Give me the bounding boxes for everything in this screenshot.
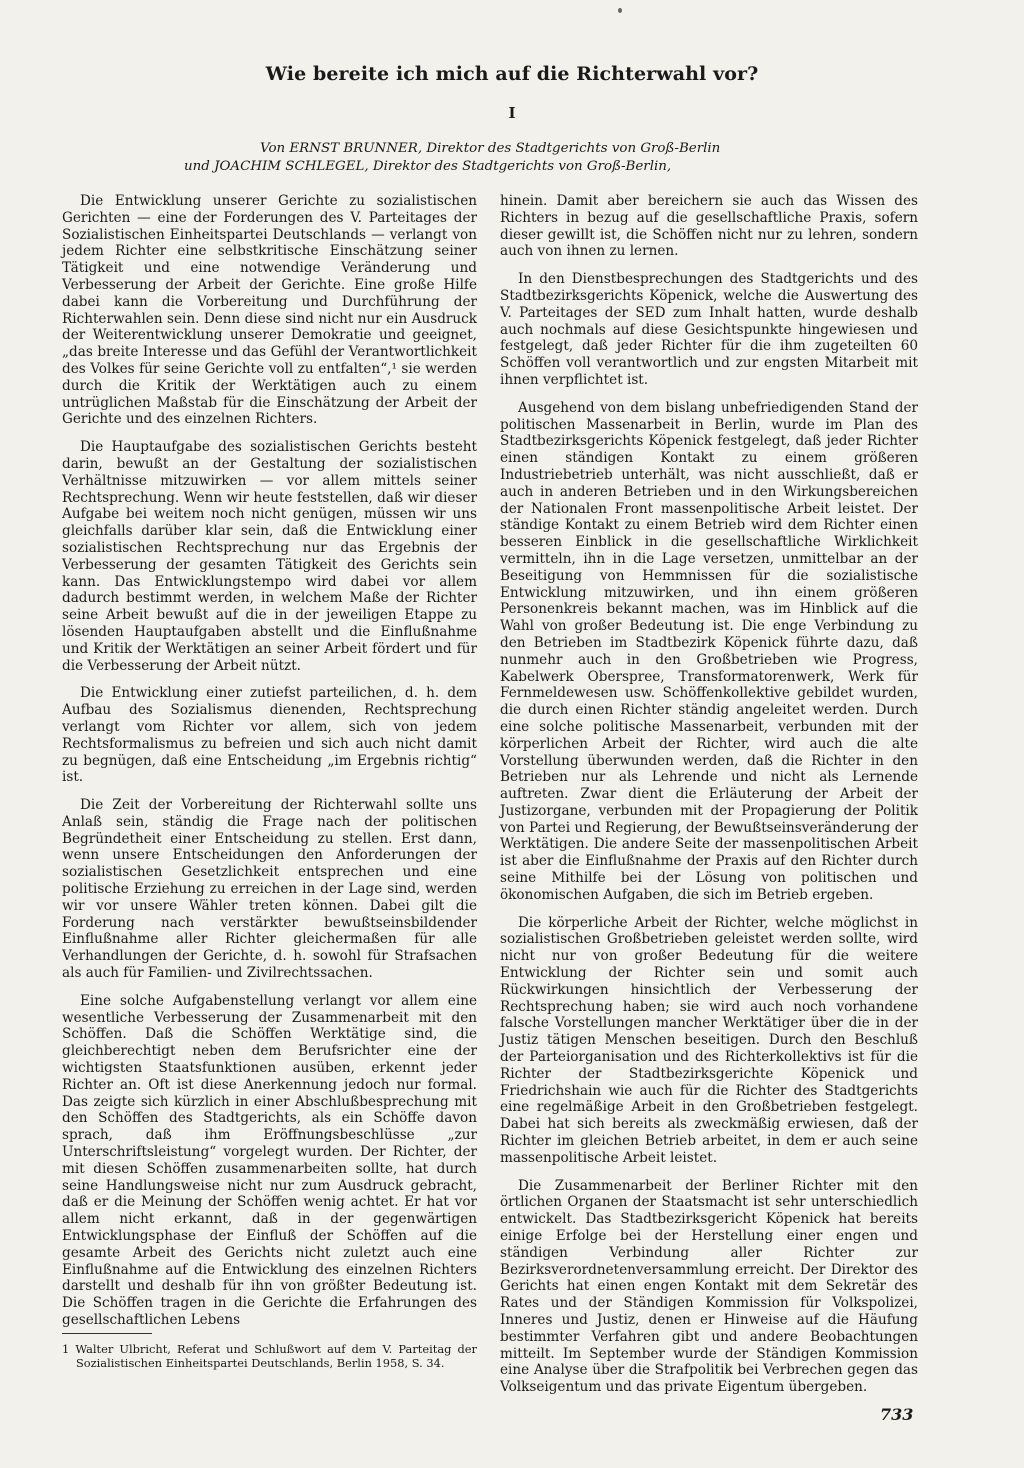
paragraph: Die Entwicklung unserer Gerichte zu sozialistischen Gerichten — eine der Forderungen des V. Parteitages der Sozialistischen Einheitspartei Deutschlands — verlangt von jedem Richter eine selbstkritische Einschätzung seiner Tätigkeit und eine notwendige Veränderung und Verbesserung der Arbeit der Gerichte. Eine große Hilfe dabei kann die Vorbereitung und Durchführung der Richterwahlen sein. Denn diese sind nicht nur ein Ausdruck der Weiterentwicklung unserer Demokratie und geeignet, „das breite Interesse und das Gefühl der Verantwortlichkeit des Volkes für seine Gerichte voll zu entfalten“,¹ sie werden durch die Kritik der Werktätigen auch zu einem untrüglichen Maßstab für die Einschätzung der Arbeit der Gerichte und des einzelnen Richters. xyxy=(62,193,477,428)
paragraph: Ausgehend von dem bislang unbefriedigenden Stand der politischen Massenarbeit in Berlin, wurde im Plan des Stadtbezirksgerichts Köpenick festgelegt, daß jeder Richter einen ständigen Kontakt zu einem größeren Industriebetrieb unterhält, was nicht ausschließt, daß er auch in anderen Betrieben und in den Wirkungsbereichen der Nationalen Front massenpolitische Arbeit leistet. Der ständige Kontakt zu einem Betrieb wird dem Richter einen besseren Einblick in die gesellschaftliche Wirklichkeit vermitteln, ihn in die Lage versetzen, unmittelbar an der Beseitigung von Hemmnissen für die sozialistische Entwicklung mitzuwirken, und ihn einem größeren Personenkreis bekannt machen, was im Hinblick auf die Wahl von großer Bedeutung ist. Die enge Verbindung zu den Betrieben im Stadtbezirk Köpenick führte dazu, daß nunmehr auch in den Großbetrieben wie Progress, Kabelwerk Oberspree, Transformatorenwerk, Werk für Fernmeldewesen usw. Schöffenkollektive gebildet wurden, die durch einen Richter ständig angeleitet werden. Durch eine solche politische Massenarbeit, verbunden mit der körperlichen Arbeit der Richter, wird auch die alte Vorstellung überwunden werden, daß die Richter in den Betrieben nur als Lehrende und nicht als Lernende auftreten. Zwar dient die Erläuterung der Arbeit der Justizorgane, verbunden mit der Propagierung der Politik von Partei und Regierung, der Bewußtseinsveränderung der Werktätigen. Die andere Seite der massenpolitischen Arbeit ist aber die Einflußnahme der Praxis auf den Richter durch seine Mithilfe bei der Lösung von politischen und ökonomischen Aufgaben, die sich im Betrieb ergeben. xyxy=(500,399,918,903)
paragraph: In den Dienstbesprechungen des Stadtgerichts und des Stadtbezirksgerichts Köpenick, welche die Auswertung des V. Parteitages der SED zum Inhalt hatten, wurde deshalb auch nochmals auf diese Gesichtspunkte hingewiesen und festgelegt, daß jeder Richter für die ihm zugeteilten 60 Schöffen voll verantwortlich und zur engsten Mitarbeit mit ihnen verpflichtet ist. xyxy=(500,271,918,388)
paragraph: hinein. Damit aber bereichern sie auch das Wissen des Richters in bezug auf die gesellschaftliche Praxis, sofern dieser gewillt ist, die Schöffen nicht nur zu lehren, sondern auch von ihnen zu lernen. xyxy=(500,193,918,260)
section-numeral: I xyxy=(508,104,516,122)
footnote-rule xyxy=(62,1333,152,1334)
author-byline xyxy=(140,140,940,176)
paragraph: Die Entwicklung einer zutiefst parteilichen, d. h. dem Aufbau des Sozialismus dienenden, Rechtsprechung verlangt vom Richter vor allem, sich von jedem Rechtsformalismus zu befreien und sich auch nicht damit zu begnügen, daß eine Entscheidung „im Ergebnis richtig“ ist. xyxy=(62,685,477,786)
author-line-2: und JOACHIM SCHLEGEL, Direktor des Stadtgerichts von Groß-Berlin, xyxy=(184,159,672,174)
article-title: Wie bereite ich mich auf die Richterwahl vor? xyxy=(265,63,759,85)
right-column xyxy=(500,193,918,1407)
paragraph: Die körperliche Arbeit der Richter, welche möglichst in sozialistischen Großbetrieben geleistet werden sollte, wird nicht nur von großer Bedeutung für die weitere Entwicklung der Richter sein und somit auch Rückwirkungen hinsichtlich der Verbesserung der Rechtsprechung haben; sie wird auch noch vorhandene falsche Vorstellungen mancher Werktätiger über die in der Justiz tätigen Menschen beseitigen. Durch den Beschluß der Parteiorganisation und des Richterkollektivs ist für die Richter der Stadtbezirksgerichte Köpenick und Friedrichshain wie auch für die Richter des Stadtgerichts eine regelmäßige Arbeit in den Großbetrieben festgelegt. Dabei hat sich bereits als zweckmäßig erwiesen, daß der Richter im gleichen Betrieb arbeitet, in dem er auch seine massenpolitische Arbeit leistet. xyxy=(500,914,918,1166)
author-line-1: Von ERNST BRUNNER, Direktor des Stadtgerichts von Groß-Berlin xyxy=(260,141,721,156)
footnote xyxy=(62,1342,477,1370)
page-number: 733 xyxy=(880,1405,914,1424)
paragraph: Die Zeit der Vorbereitung der Richterwahl sollte uns Anlaß sein, ständig die Frage nach der politischen Begründetheit einer Entscheidung zu stellen. Erst dann, wenn unsere Entscheidungen den Anforderungen der sozialistischen Gesetzlichkeit entsprechen und eine politische Erziehung zu erreichen in der Lage sind, werden wir vor unsere Wähler treten können. Dabei gilt die Forderung nach verstärkter bewußtseinsbildender Einflußnahme aller Richter gleichermaßen für alle Verhandlungen der Gerichte, d. h. sowohl für Strafsachen als auch für Familien- und Zivilrechtssachen. xyxy=(62,797,477,982)
paragraph: Eine solche Aufgabenstellung verlangt vor allem eine wesentliche Verbesserung der Zusammenarbeit mit den Schöffen. Daß die Schöffen Werktätige sind, die gleichberechtigt neben dem Berufsrichter eine der wichtigsten Staatsfunktionen ausüben, erkennt jeder Richter an. Oft ist diese Anerkennung jedoch nur formal. Das zeigte sich kürzlich in einer Abschlußbesprechung mit den Schöffen des Stadtgerichts, als ein Schöffe davon sprach, daß ihm Eröffnungsbeschlüsse „zur Unterschriftsleistung“ vorgelegt wurden. Der Richter, der mit diesen Schöffen zusammenarbeiten sollte, hat durch seine Handlungsweise nicht nur zum Ausdruck gebracht, daß er die Meinung der Schöffen wenig achtet. Er hat vor allem nicht erkannt, daß in der gegenwärtigen Entwicklungsphase der Einfluß der Schöffen auf die gesamte Arbeit des Gerichts nicht zuletzt auch eine Einflußnahme auf die Entwicklung des einzelnen Richters darstellt und deshalb für ihn von größter Bedeutung ist. Die Schöffen tragen in die Gerichte die Erfahrungen des gesellschaftlichen Lebens xyxy=(62,992,477,1328)
paragraph: Die Zusammenarbeit der Berliner Richter mit den örtlichen Organen der Staatsmacht ist sehr unterschiedlich entwickelt. Das Stadtbezirksgericht Köpenick hat bereits einige Erfolge bei der Herstellung einer engen und ständigen Verbindung aller Richter zur Bezirksverordnetenversammlung erreicht. Der Direktor des Gerichts hat einen engen Kontakt mit dem Sekretär des Rates und der Ständigen Kommission für Volkspolizei, Inneres und Justiz, denen er Hinweise auf die Häufung bestimmter Verfahren gibt und andere Beobachtungen mitteilt. Im September wurde der Ständigen Kommission eine Analyse über die Strafpolitik bei Verbrechen gegen das Volkseigentum und das private Eigentum übergeben. xyxy=(500,1177,918,1396)
scan-speck xyxy=(618,8,622,13)
left-column xyxy=(62,193,477,1340)
footnote-text: 1 Walter Ulbricht, Referat und Schlußwort auf dem V. Parteitag der Sozialistischen Einheitspartei Deutschlands, Berlin 1958, S. 34. xyxy=(62,1342,477,1370)
paragraph: Die Hauptaufgabe des sozialistischen Gerichts besteht darin, bewußt an der Gestaltung der sozialistischen Verhältnisse mitzuwirken — vor allem mittels seiner Rechtsprechung. Wenn wir heute feststellen, daß wir dieser Aufgabe bei weitem noch nicht genügen, müssen wir uns gleichfalls darüber klar sein, daß die Entwicklung einer sozialistischen Rechtsprechung nur das Ergebnis der Verbesserung der gesamten Tätigkeit des Gerichts sein kann. Das Entwicklungstempo wird dabei vor allem dadurch bestimmt werden, in welchem Maße der Richter seine Arbeit bewußt auf die in der jeweiligen Etappe zu lösenden Hauptaufgaben abstellt und die Einflußnahme und Kritik der Werktätigen an seiner Arbeit fördert und für die Verbesserung der Arbeit nützt. xyxy=(62,439,477,674)
